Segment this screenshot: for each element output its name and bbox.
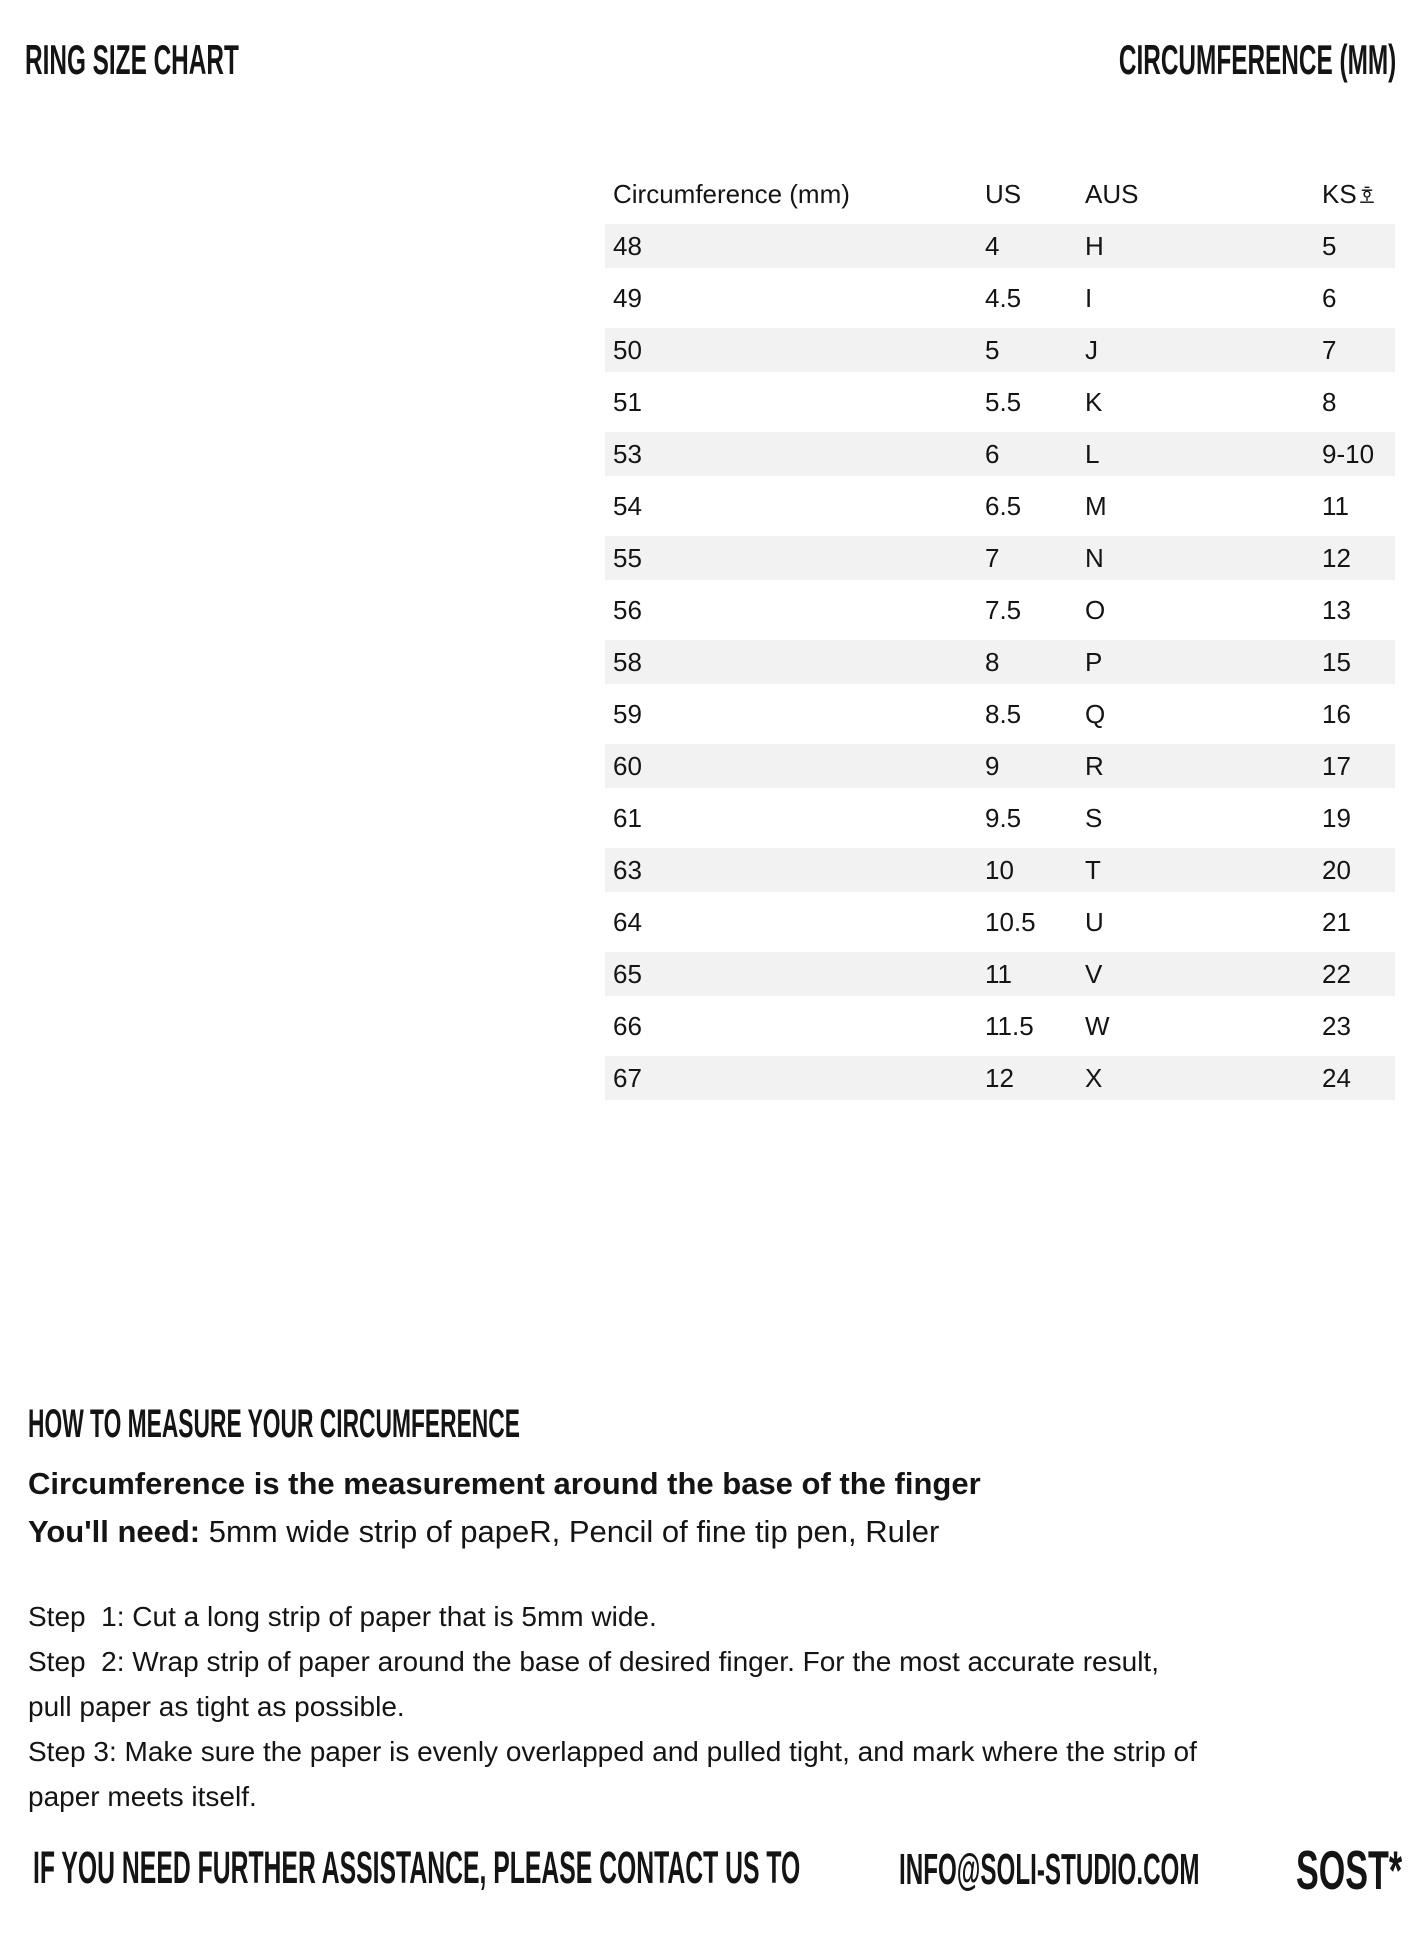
aus-size-value: I (1085, 282, 1093, 313)
table-row (605, 1004, 1395, 1048)
aus-size-value: H (1085, 230, 1104, 261)
us-size-value: 9 (985, 750, 1000, 781)
circumference-value: 63 (613, 854, 642, 885)
table-row (605, 276, 1395, 320)
aus-size-value: S (1085, 802, 1103, 833)
step-line: Step 3: Make sure the paper is evenly overlapped and pulled tight, and mark where the strip of (28, 1736, 1197, 1767)
circumference-value: 53 (613, 438, 642, 469)
measure-intro (28, 1460, 981, 1556)
us-size-value: 12 (985, 1062, 1014, 1093)
circumference-definition: Circumference is the measurement around the base of the finger (28, 1466, 981, 1501)
aus-size-value: T (1085, 854, 1101, 885)
us-size-value: 7.5 (985, 594, 1022, 625)
brand-logo: SOST* (1295, 1839, 1402, 1901)
youll-need-items: 5mm wide strip of papeR, Pencil of fine tip pen, Ruler (200, 1514, 940, 1549)
ks-size-value: 21 (1322, 906, 1351, 937)
aus-size-value: X (1085, 1062, 1103, 1093)
table-row (605, 432, 1395, 476)
us-size-value: 5.5 (985, 386, 1022, 417)
us-size-value: 5 (985, 334, 1000, 365)
table-row (605, 796, 1395, 840)
circumference-value: 65 (613, 958, 642, 989)
circumference-value: 55 (613, 542, 642, 573)
table-row (605, 640, 1395, 684)
circumference-value: 67 (613, 1062, 642, 1093)
table-row (605, 900, 1395, 944)
aus-size-value: Q (1085, 698, 1106, 729)
ks-size-value: 23 (1322, 1010, 1351, 1041)
us-size-value: 7 (985, 542, 1000, 573)
us-size-value: 4 (985, 230, 1000, 261)
aus-size-value: P (1085, 646, 1103, 677)
aus-size-value: U (1085, 906, 1104, 937)
step-line: paper meets itself. (28, 1781, 257, 1812)
ks-size-value: 15 (1322, 646, 1351, 677)
table-row (605, 692, 1395, 736)
column-header-us: US (985, 179, 1022, 209)
us-size-value: 6.5 (985, 490, 1022, 521)
ks-size-value: 19 (1322, 802, 1351, 833)
page-title: RING SIZE CHART (25, 36, 239, 83)
ks-size-value: 16 (1322, 698, 1351, 729)
ks-size-value: 8 (1322, 386, 1337, 417)
youll-need-label: You'll need: (28, 1514, 201, 1549)
youll-need-line (28, 1508, 981, 1556)
us-size-value: 8 (985, 646, 1000, 677)
circumference-value: 61 (613, 802, 642, 833)
table-row (605, 380, 1395, 424)
table-body (605, 224, 1395, 1100)
ks-size-value: 22 (1322, 958, 1351, 989)
table-row (605, 848, 1395, 892)
step-line: Step 1: Cut a long strip of paper that is 5mm wide. (28, 1601, 657, 1632)
aus-size-value: N (1085, 542, 1104, 573)
table-row (605, 588, 1395, 632)
circumference-value: 56 (613, 594, 642, 625)
measurement-steps (28, 1594, 1197, 1819)
circumference-value: 66 (613, 1010, 642, 1041)
aus-size-value: J (1085, 334, 1098, 365)
ks-size-value: 7 (1322, 334, 1337, 365)
ks-size-value: 17 (1322, 750, 1351, 781)
ks-size-value: 11 (1322, 490, 1349, 521)
column-header-circumference: Circumference (mm) (613, 179, 850, 209)
step-line: pull paper as tight as possible. (28, 1691, 405, 1722)
aus-size-value: M (1085, 490, 1107, 521)
us-size-value: 8.5 (985, 698, 1022, 729)
circumference-value: 58 (613, 646, 642, 677)
us-size-value: 4.5 (985, 282, 1022, 313)
aus-size-value: W (1085, 1010, 1110, 1041)
contact-text: IF YOU NEED FURTHER ASSISTANCE, PLEASE CONTACT US TO (33, 1842, 801, 1893)
circumference-value: 54 (613, 490, 642, 521)
circumference-value: 49 (613, 282, 642, 313)
table-row (605, 224, 1395, 268)
column-header-ks (1322, 179, 1395, 210)
ks-size-value: 12 (1322, 542, 1351, 573)
hangul-ho-glyph (1359, 186, 1375, 204)
table-row (605, 952, 1395, 996)
howto-heading: HOW TO MEASURE YOUR CIRCUMFERENCE (28, 1402, 520, 1446)
circumference-value: 51 (613, 386, 642, 417)
us-size-value: 11.5 (985, 1010, 1034, 1041)
aus-size-value: K (1085, 386, 1103, 417)
ks-label: KS (1322, 179, 1357, 209)
contact-email: INFO@SOLI-STUDIO.COM (899, 1845, 1200, 1894)
ks-size-value: 20 (1322, 854, 1351, 885)
circumference-value: 59 (613, 698, 642, 729)
ring-size-table (605, 160, 1395, 1108)
table-row (605, 484, 1395, 528)
us-size-value: 6 (985, 438, 1000, 469)
ks-size-value: 13 (1322, 594, 1351, 625)
us-size-value: 11 (985, 958, 1012, 989)
column-header-aus: AUS (1085, 179, 1139, 209)
ks-size-value: 9-10 (1322, 438, 1375, 469)
circumference-value: 64 (613, 906, 642, 937)
aus-size-value: L (1085, 438, 1100, 469)
aus-size-value: V (1085, 958, 1103, 989)
table-row (605, 328, 1395, 372)
table-row (605, 744, 1395, 788)
us-size-value: 9.5 (985, 802, 1022, 833)
table-row (605, 536, 1395, 580)
us-size-value: 10.5 (985, 906, 1036, 937)
ks-size-value: 24 (1322, 1062, 1351, 1093)
circumference-unit-title: CIRCUMFERENCE (MM) (1118, 36, 1396, 83)
ks-size-value: 6 (1322, 282, 1337, 313)
circumference-value: 48 (613, 230, 642, 261)
circumference-value: 60 (613, 750, 642, 781)
circumference-value: 50 (613, 334, 642, 365)
table-row (605, 1056, 1395, 1100)
us-size-value: 10 (985, 854, 1014, 885)
table-header-row (605, 160, 1395, 224)
aus-size-value: O (1085, 594, 1106, 625)
aus-size-value: R (1085, 750, 1104, 781)
step-line: Step 2: Wrap strip of paper around the base of desired finger. For the most accurate result, (28, 1646, 1159, 1677)
ks-size-value: 5 (1322, 230, 1337, 261)
